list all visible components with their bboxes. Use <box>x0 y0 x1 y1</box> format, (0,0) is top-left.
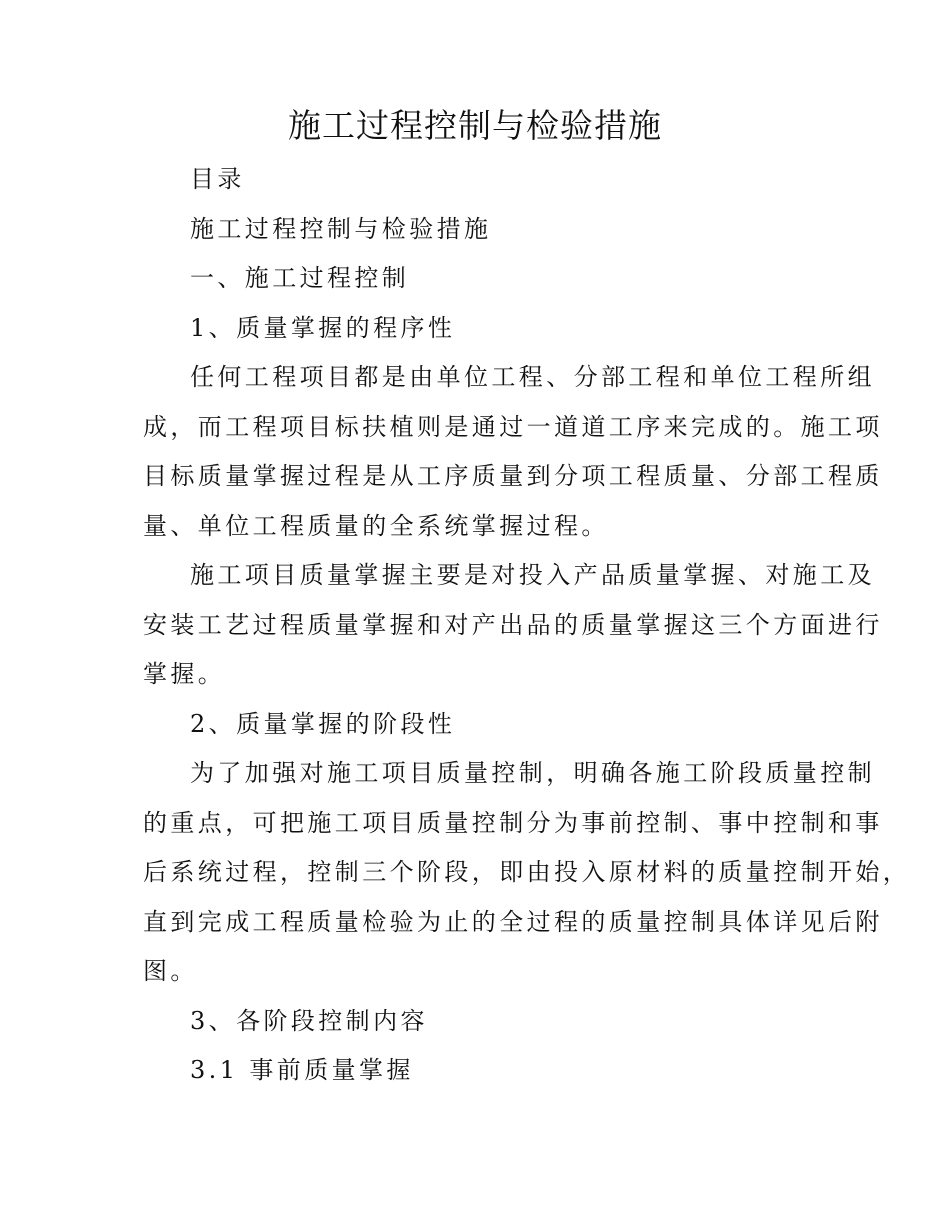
subsection-heading-1: 1、质量掌握的程序性 <box>190 313 456 342</box>
subsubsection-heading-3-1: 3.1 事前质量掌握 <box>190 1056 414 1084</box>
document-body <box>143 155 911 1096</box>
paragraph-3-line-3: 后系统过程，控制三个阶段，即由投入原材料的质量控制开始， <box>143 858 911 886</box>
paragraph-3-line-1: 为了加强对施工项目质量控制，明确各施工阶段质量控制 <box>190 759 875 787</box>
paragraph-1-line-4: 量、单位工程质量的全系统掌握过程。 <box>143 511 609 540</box>
subsection-heading-2: 2、质量掌握的阶段性 <box>190 709 456 738</box>
paragraph-2-line-1: 施工项目质量掌握主要是对投入产品质量掌握、对施工及 <box>190 561 875 589</box>
paragraph-3-line-4: 直到完成工程质量检验为止的全过程的质量控制具体详见后附 <box>143 907 883 936</box>
paragraph-3-line-2: 的重点，可把施工项目质量控制分为事前控制、事中控制和事 <box>143 808 883 837</box>
document-title: 施工过程控制与检验措施 <box>288 106 662 145</box>
paragraph-1-line-3: 目标质量掌握过程是从工序质量到分项工程质量、分部工程质 <box>143 462 883 490</box>
paragraph-1-line-1: 任何工程项目都是由单位工程、分部工程和单位工程所组 <box>190 363 875 391</box>
paragraph-1-line-2: 成，而工程项目标扶植则是通过一道道工序来完成的。施工项 <box>143 412 883 441</box>
section-heading-1: 一、施工过程控制 <box>190 264 410 292</box>
paragraph-2-line-2: 安装工艺过程质量掌握和对产出品的质量掌握这三个方面进行 <box>143 610 883 639</box>
subsection-heading-3: 3、各阶段控制内容 <box>190 1006 428 1035</box>
paragraph-2-line-3: 掌握。 <box>143 660 226 688</box>
paragraph-3-line-5: 图。 <box>143 957 198 985</box>
toc-heading: 目录 <box>190 165 245 193</box>
toc-entry: 施工过程控制与检验措施 <box>190 214 492 243</box>
